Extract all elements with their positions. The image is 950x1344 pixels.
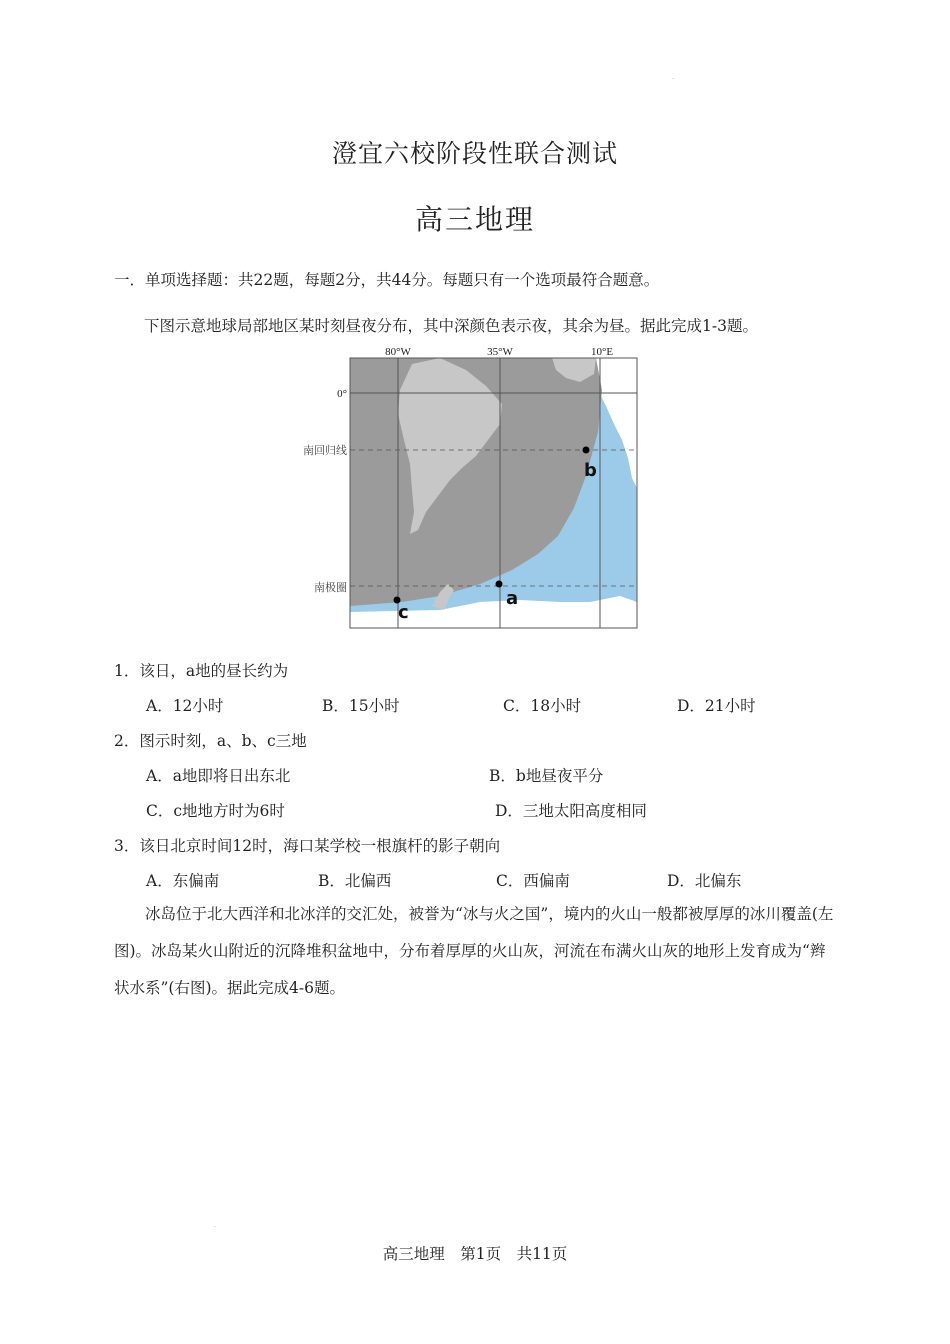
- q2-option-c: C．c地地方时为6时: [146, 802, 285, 820]
- q3-option-c: C．西偏南: [496, 872, 570, 890]
- question-2-stem: 2．图示时刻，a、b、c三地: [114, 732, 307, 750]
- q1-option-c: C．18小时: [503, 697, 582, 715]
- q1-option-b: B．15小时: [322, 697, 400, 715]
- q2-option-d: D．三地太阳高度相同: [495, 802, 647, 820]
- q3-option-a: A．东偏南: [146, 872, 220, 890]
- point-a-label: a: [506, 588, 519, 609]
- q2-option-a: A．a地即将日出东北: [146, 767, 291, 785]
- lat-label-tropic: 南回归线: [303, 444, 347, 457]
- lat-label-antarctic-circle: 南极圈: [314, 581, 347, 594]
- page-footer: 高三地理 第1页 共11页: [382, 1245, 568, 1263]
- lon-label-10e: 10°E: [590, 346, 614, 358]
- section-heading: 一．单项选择题：共22题，每题2分，共44分。每题只有一个选项最符合题意。: [114, 271, 660, 289]
- point-a-marker: [496, 581, 503, 588]
- subject-title: 高三地理: [414, 203, 535, 236]
- exam-title: 澄宜六校阶段性联合测试: [331, 139, 618, 168]
- q3-option-d: D．北偏东: [667, 872, 742, 890]
- group2-intro: 冰岛位于北大西洋和北冰洋的交汇处，被誉为“冰与火之国”，境内的火山一般都被厚厚的冰川覆盖(左图)。冰岛某火山附近的沉降堆积盆地中，分布着厚厚的火山灰，河流在布满火山灰的地形上发育成为“辫状水系”(右图)。据此完成4-6题。: [114, 905, 834, 997]
- day-night-map: [290, 340, 650, 640]
- lat-label-equator: 0°: [337, 388, 347, 400]
- q1-option-d: D．21小时: [677, 697, 756, 715]
- point-b-label: b: [584, 460, 597, 481]
- lon-label-80w: 80°W: [385, 346, 411, 358]
- point-b-marker: [583, 447, 590, 454]
- point-c-label: c: [398, 602, 409, 623]
- q2-option-b: B．b地昼夜平分: [489, 767, 604, 785]
- q3-option-b: B．北偏西: [318, 872, 392, 890]
- question-1-stem: 1．该日，a地的昼长约为: [114, 662, 289, 680]
- scan-mark-footer: .: [214, 1222, 216, 1229]
- q1-option-a: A．12小时: [146, 697, 224, 715]
- question-3-stem: 3．该日北京时间12时，海口某学校一根旗杆的影子朝向: [114, 837, 501, 855]
- group1-intro: 下图示意地球局部地区某时刻昼夜分布，其中深颜色表示夜，其余为昼。据此完成1-3题。: [144, 317, 758, 335]
- scan-mark: .: [672, 74, 674, 81]
- lon-label-35w: 35°W: [487, 346, 513, 358]
